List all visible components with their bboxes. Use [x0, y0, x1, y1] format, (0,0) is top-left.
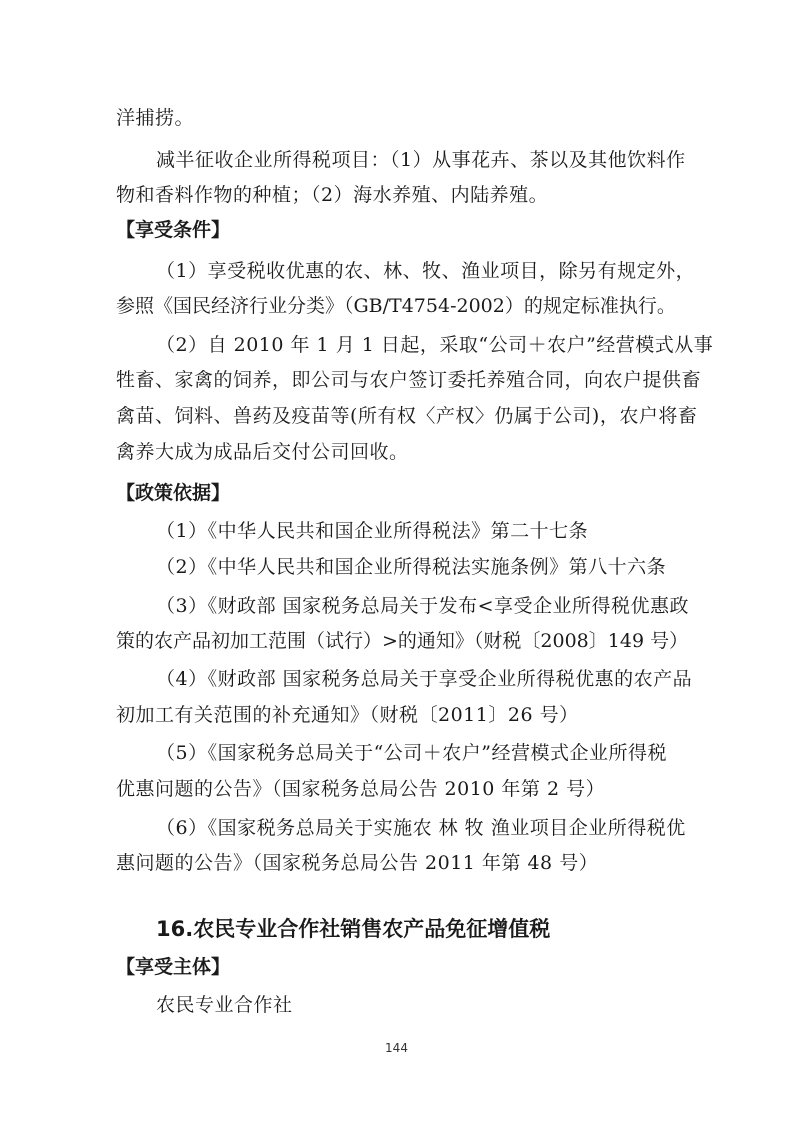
text-line: （3）《财政部 国家税务总局关于发布<享受企业所得税优惠政: [156, 595, 690, 617]
text-line: 农民专业合作社: [156, 994, 293, 1016]
text-line: （1）《中华人民共和国企业所得税法》第二十七条: [156, 520, 589, 542]
section-heading-policy-basis: 【政策依据】: [116, 482, 231, 504]
text-line: 禽养大成为成品后交付公司回收。: [116, 441, 409, 463]
text-line: （1）享受税收优惠的农、林、牧、渔业项目，除另有规定外，: [156, 260, 696, 282]
text-line: （6）《国家税务总局关于实施农 林 牧 渔业项目企业所得税优: [156, 817, 686, 839]
text-line: 禽苗、饲料、兽药及疫苗等(所有权〈产权〉仍属于公司)，农户将畜: [116, 405, 698, 427]
text-line: 牲畜、家禽的饲养，即公司与农户签订委托养殖合同，向农户提供畜: [116, 369, 702, 391]
text-line: 惠问题的公告》（国家税务总局公告 2011 年第 48 号）: [116, 852, 599, 874]
page-number: 144: [385, 1041, 408, 1055]
text-line: （2）自 2010 年 1 月 1 日起，采取“公司＋农户”经营模式从事: [156, 334, 714, 356]
section-heading-beneficiary: 【享受主体】: [116, 956, 231, 978]
section-title: 16.农民专业合作社销售农产品免征增值税: [156, 917, 551, 941]
text-line: 初加工有关范围的补充通知》（财税〔2011〕26 号）: [116, 704, 579, 726]
text-line: 物和香料作物的种植；（2）海水养殖、内陆养殖。: [116, 184, 549, 206]
text-line: 优惠问题的公告》（国家税务总局公告 2010 年第 2 号）: [116, 778, 606, 800]
section-heading-conditions: 【享受条件】: [116, 219, 231, 241]
text-line: 参照《国民经济行业分类》（GB/T4754-2002）的规定标准执行。: [116, 295, 676, 317]
text-line: （5）《国家税务总局关于“公司＋农户”经营模式企业所得税: [156, 742, 668, 764]
text-line: 策的农产品初加工范围（试行）>的通知》（财税〔2008〕149 号）: [116, 630, 689, 652]
text-line: （2）《中华人民共和国企业所得税法实施条例》第八十六条: [156, 556, 667, 578]
text-line: 减半征收企业所得税项目：（1）从事花卉、茶以及其他饮料作: [156, 149, 686, 171]
text-line: （4）《财政部 国家税务总局关于享受企业所得税优惠的农产品: [156, 668, 693, 690]
text-line: 洋捕捞。: [116, 107, 195, 129]
